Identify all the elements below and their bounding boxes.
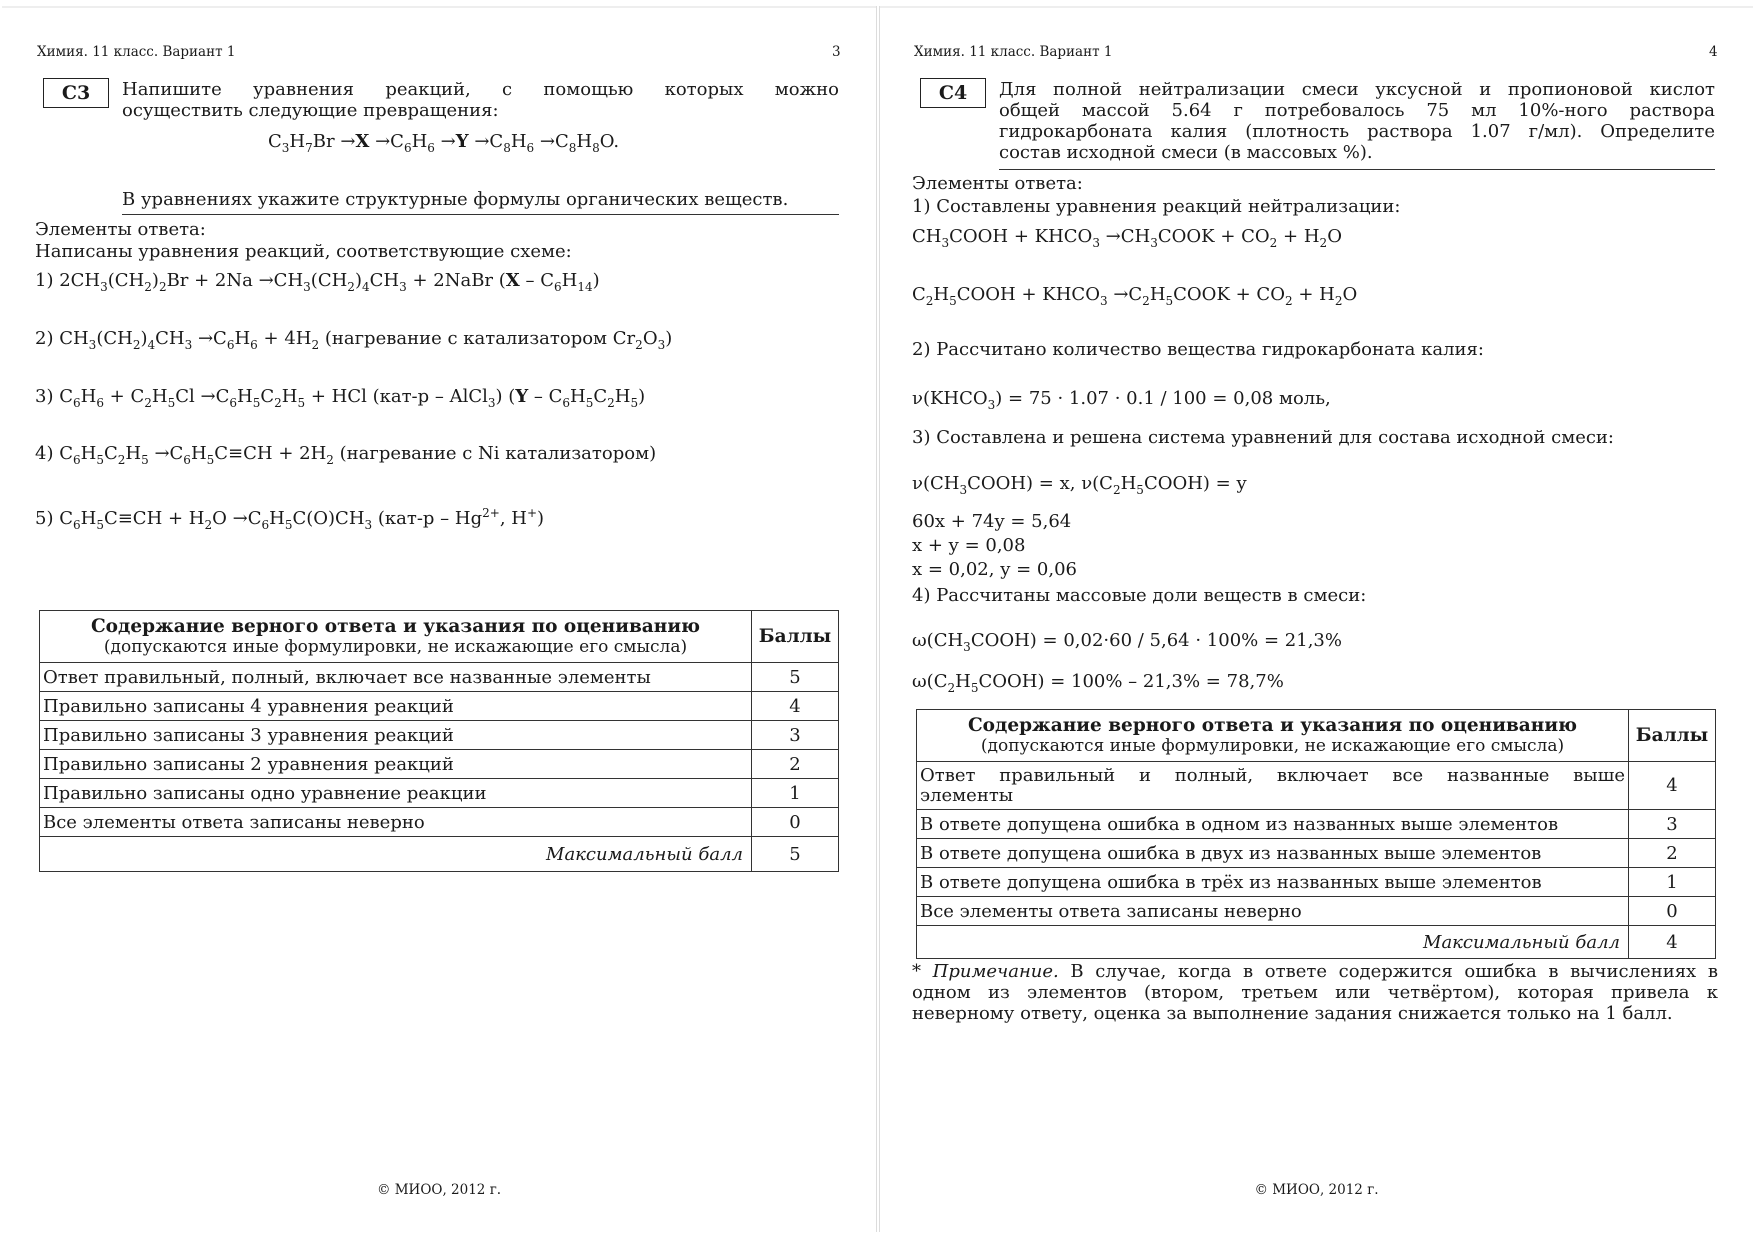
eq-sub: 6 [72,396,81,410]
eq-part: H [281,386,298,407]
grading-table [916,709,1716,959]
eq-part: H [570,386,586,407]
eq-part: ) = 75 · 1.07 · 0.1 / 100 = 0,08 моль, [995,388,1331,409]
row-score: 3 [1629,810,1716,839]
eq-part: (CH [107,270,145,291]
scheme-part: →C [369,131,404,152]
eq-sub: 2 [144,396,152,410]
eq-sub: 2 [117,453,126,467]
header-bold: Содержание верного ответа и указания по оцениванию [967,714,1578,736]
page-footer: © МИОО, 2012 г. [376,1182,502,1198]
eq-part: ω(CH [912,630,964,651]
eq-sub: 5 [970,681,979,695]
divider [999,169,1715,170]
eq-part: H [80,386,97,407]
row-text: Правильно записаны 2 уравнения реакций [40,750,752,779]
eq-sub: 4 [147,338,156,352]
equation-2 [35,328,673,352]
mass-fraction-1 [912,630,1342,654]
eq-sub: 2 [274,396,282,410]
eq-part: CH [912,226,942,247]
eq-sub: 6 [183,453,191,467]
equation-5 [35,506,545,532]
eq-sub: 2 [1269,236,1278,250]
eq-sub: 3 [959,483,968,497]
scheme-part: H [576,131,593,152]
eq-sub: 5 [949,294,957,308]
page-footer: © МИОО, 2012 г. [1254,1182,1379,1198]
page-header: Химия. 11 класс. Вариант 1 [37,44,236,60]
row-text: Все элементы ответа записаны неверно [917,897,1629,926]
instruction-text: В уравнениях укажите структурные формулы органических веществ. [122,189,789,210]
eq-part: H [234,328,251,349]
row-text: В ответе допущена ошибка в двух из названных выше элементов [917,839,1629,868]
eq-part: + H [1292,284,1335,305]
scheme-part: H [510,131,527,152]
task-text-line4: состав исходной смеси (в массовых %). [999,142,1373,163]
step-3: 3) Составлена и решена система уравнений для состава исходной смеси: [912,427,1614,448]
eq-sub: 6 [96,396,104,410]
table-header-row [40,611,839,663]
eq-part: (нагревание с катализатором Cr [319,328,636,349]
eq-sub: 2 [925,294,934,308]
eq-sub: 14 [577,280,593,294]
page-number: 4 [1709,44,1718,60]
eq-part: COOK + CO [1157,226,1270,247]
eq-sub: 3 [657,338,666,352]
eq-part: H [190,443,207,464]
eq-sub: 6 [72,518,81,532]
eq-sub: 2 [1334,294,1343,308]
eq-part: 3) C [35,386,73,407]
eq-sub: 2 [1142,294,1150,308]
eq-sub: 2 [132,338,141,352]
eq-sub: 2 [635,338,643,352]
eq-sub: 6 [229,396,237,410]
eq-part: 5) C [35,508,73,529]
eq-sub: 5 [252,396,261,410]
scheme-part: H [411,131,428,152]
eq-sub: 2 [1284,294,1293,308]
note-text: В случае, когда в ответе содержится ошибка в вычислениях в [1070,961,1718,982]
task-text-line2: осуществить следующие превращения: [122,100,499,121]
table-row [917,839,1716,868]
eq-part: C [593,386,608,407]
eq-sub: 3 [941,236,950,250]
eq-sub: 2 [204,518,213,532]
eq-part: H [125,443,142,464]
grading-table [39,610,839,872]
eq-sub: 5 [167,396,176,410]
row-score: 2 [752,750,839,779]
eq-sub: 2 [1112,483,1121,497]
task-text-line2: общей массой 5.64 г потребовалось 75 мл 10%-ного раствора [999,100,1715,121]
table-row [40,750,839,779]
row-text-line1: Ответ правильный и полный, включает все названные выше [920,764,1625,786]
eq-sub: 3 [100,280,108,294]
eq-sub: 2 [144,280,152,294]
eq-sub: 5 [630,396,639,410]
left-page [2,6,877,1232]
neutralization-eq-2 [912,284,1358,308]
eq-sub: 3 [1092,236,1100,250]
eq-part: H [151,386,168,407]
eq-sub: 4 [361,280,370,294]
max-score: 4 [1629,926,1716,959]
eq-bold: Y [515,386,529,407]
row-score: 4 [1629,762,1716,810]
eq-part: Cl →C [175,386,230,407]
eq-part: 1) 2CH [35,270,101,291]
row-score: 1 [752,779,839,808]
neutralization-eq-1 [912,226,1342,250]
eq-part: (нагревание с Ni катализатором) [333,443,657,464]
eq-sub: 3 [399,280,407,294]
scheme-sub: 6 [526,141,535,155]
eq-part: ) [665,328,673,349]
eq-sub: 2 [947,681,956,695]
row-text-line2: элементы [920,784,1014,806]
eq-part: O [642,328,658,349]
eq-part: H [1149,284,1166,305]
header-small: (допускаются иные формулировки, не искажающие его смысла) [980,735,1565,756]
row-score: 4 [752,692,839,721]
eq-sub: 3 [303,280,311,294]
table-row [40,721,839,750]
eq-part: ω(C [912,671,948,692]
eq-part: C≡CH + H [103,508,205,529]
eq-sub: 6 [553,280,562,294]
eq-part: H [955,671,971,692]
eq-part: H [933,284,950,305]
elements-title: Элементы ответа: [912,173,1083,194]
eq-sub: 6 [226,338,235,352]
eq-sub: 6 [562,396,571,410]
eq-part: ν(KHCO [912,388,988,409]
scheme-sub: 8 [568,141,577,155]
eq-sub: 5 [585,396,594,410]
eq-sub: 2 [311,338,320,352]
eq-part: O →C [212,508,262,529]
row-text: Ответ правильный, полный, включает все названные элементы [40,663,752,692]
eq-sub: 5 [1165,294,1174,308]
scheme-sub: 6 [403,141,412,155]
scheme-part: C [268,131,282,152]
eq-part: (CH [96,328,133,349]
eq-part: C [260,386,275,407]
eq-part: COOH + KHCO [949,226,1093,247]
eq-part: C≡CH + 2H [214,443,327,464]
eq-part: ν(CH [912,473,960,494]
nu-khco3 [912,388,1331,412]
eq-part: + C [103,386,145,407]
eq-part: (кат-р – Hg [372,508,483,529]
page-header: Химия. 11 класс. Вариант 1 [914,44,1113,60]
eq-sup: 2+ [482,506,500,520]
table-max-row [40,837,839,872]
task-label: С3 [43,78,109,108]
eq-part: + HCl (кат-р – AlCl [305,386,488,407]
max-label: Максимальный балл [917,926,1629,959]
row-text: В ответе допущена ошибка в трёх из названных выше элементов [917,868,1629,897]
eq-sub: 3 [184,338,193,352]
row-score: 0 [752,808,839,837]
eq-sub: 3 [88,338,97,352]
equation-4 [35,443,657,467]
eq-part: 4) C [35,443,73,464]
eq-sub: 5 [297,396,306,410]
eq-part: →C [192,328,227,349]
eq-part: ) ( [495,386,516,407]
eq-sub: 3 [963,640,971,654]
eq-part: COOH) = x, ν(C [967,473,1113,494]
table-header-row [917,710,1716,762]
eq-part: + 4H [257,328,312,349]
table-row [917,810,1716,839]
row-score: 0 [1629,897,1716,926]
eq-part: H [561,270,578,291]
table-row [40,779,839,808]
table-header-content [917,710,1629,762]
scheme-sub: 6 [427,141,435,155]
eq-sub: 5 [284,518,293,532]
scheme-sub: 8 [592,141,600,155]
eq-part: COOH + KHCO [956,284,1100,305]
eq-part: – C [519,270,554,291]
eq-part: ) [151,270,159,291]
note-prefix: * Примечание. [912,961,1059,982]
eq-part: – C [528,386,563,407]
equation-1 [35,270,600,294]
scheme-part: Br → [312,131,356,152]
scheme-part: →C [468,131,504,152]
eq-sub: 2 [158,280,167,294]
divider [122,214,839,215]
task-text-line3: гидрокарбоната калия (плотность раствора 1.07 г/мл). Определите [999,121,1715,142]
scheme-y: Y [455,131,469,152]
eq-part: + 2NaBr ( [406,270,506,291]
equation-3 [35,386,646,410]
scheme-sub: 3 [281,141,290,155]
eq-part: ) [140,328,148,349]
eq-sub: 6 [72,453,81,467]
table-row [40,808,839,837]
table-header-score: Баллы [752,611,839,663]
table-row [40,663,839,692]
eq-part: →CH [1099,226,1151,247]
eq-sub: 3 [1099,294,1108,308]
eq-part: C [103,443,118,464]
row-text: Правильно записаны 4 уравнения реакций [40,692,752,721]
eq-part: C(O)CH [292,508,365,529]
mass-fraction-2 [912,671,1284,695]
eq-bold: X [505,270,520,291]
eq-sub: 2 [607,396,615,410]
eq-part: , H [499,508,527,529]
eq-sup: + [526,506,538,520]
table-header-content [40,611,752,663]
row-text [917,762,1629,810]
note-line3: неверному ответу, оценка за выполнение задания снижается только на 1 балл. [912,1003,1673,1024]
table-row [40,692,839,721]
eq-part: + H [1277,226,1320,247]
eq-sub: 6 [261,518,270,532]
eq-sub: 3 [487,396,496,410]
scheme-part: →C [534,131,569,152]
right-page [879,6,1753,1232]
header-bold: Содержание верного ответа и указания по оцениванию [90,615,701,637]
eq-sub: 5 [96,453,104,467]
header-small: (допускаются иные формулировки, не искажающие его смысла) [103,636,688,657]
row-score: 3 [752,721,839,750]
row-score: 1 [1629,868,1716,897]
row-text: В ответе допущена ошибка в одном из названных выше элементов [917,810,1629,839]
eq-part: CH [369,270,400,291]
eq-part: H [269,508,285,529]
eq-part: O [1342,284,1358,305]
max-label: Максимальный балл [40,837,752,872]
transformation-scheme [268,131,620,155]
eq-sub: 3 [1150,236,1158,250]
eq-part: ) [354,270,362,291]
eq-sub: 6 [250,338,258,352]
note-line1 [912,961,1718,982]
eq-part: H [614,386,631,407]
system-eq-2: x + y = 0,08 [912,535,1026,556]
task-label: С4 [920,78,986,108]
eq-part: COOH) = 100% – 21,3% = 78,7% [978,671,1284,692]
eq-sub: 3 [987,398,996,412]
table-header-score: Баллы [1629,710,1716,762]
scheme-part: → [434,131,456,152]
written-line: Написаны уравнения реакций, соответствующие схеме: [35,241,572,262]
eq-sub: 2 [347,280,355,294]
system-solution: x = 0,02, y = 0,06 [912,559,1077,580]
eq-part: Br + 2Na →CH [166,270,304,291]
page-number: 3 [832,44,841,60]
elements-title: Элементы ответа: [35,219,206,240]
eq-part: COOH) = 0,02·60 / 5,64 · 100% = 21,3% [970,630,1342,651]
eq-sub: 2 [326,453,334,467]
eq-sub: 5 [141,453,149,467]
row-text: Правильно записаны 3 уравнения реакций [40,721,752,750]
scheme-x: X [355,131,370,152]
eq-part: CH [155,328,185,349]
step-2: 2) Рассчитано количество вещества гидрокарбоната калия: [912,339,1484,360]
eq-part: →C [148,443,184,464]
eq-part: H [80,508,97,529]
row-score: 2 [1629,839,1716,868]
eq-part: COOK + CO [1173,284,1285,305]
eq-part: O [1327,226,1342,247]
step-4: 4) Рассчитаны массовые доли веществ в смеси: [912,585,1367,606]
eq-part: H [237,386,253,407]
eq-part: COOH) = y [1143,473,1247,494]
scheme-sub: 7 [305,141,313,155]
table-row [917,762,1716,810]
scheme-sub: 8 [503,141,511,155]
eq-sub: 2 [1319,236,1328,250]
eq-part: H [80,443,97,464]
eq-part: →C [1107,284,1143,305]
system-eq-1: 60x + 74y = 5,64 [912,511,1072,532]
table-row [917,868,1716,897]
eq-part: ) [638,386,646,407]
table-row [917,897,1716,926]
task-text-line1: Для полной нейтрализации смеси уксусной и пропионовой кислот [999,79,1715,100]
eq-sub: 3 [364,518,373,532]
table-max-row [917,926,1716,959]
eq-part: (CH [310,270,348,291]
task-text-line1: Напишите уравнения реакций, с помощью которых можно [122,79,839,100]
eq-part: H [1120,473,1137,494]
row-text: Все элементы ответа записаны неверно [40,808,752,837]
scheme-part: O. [599,131,620,152]
row-score: 5 [752,663,839,692]
variables-line [912,473,1247,497]
eq-part: 2) CH [35,328,89,349]
eq-part: ) [592,270,600,291]
step-1: 1) Составлены уравнения реакций нейтрализации: [912,196,1401,217]
scheme-part: H [289,131,306,152]
max-score: 5 [752,837,839,872]
eq-part: C [912,284,926,305]
eq-part: ) [537,508,545,529]
note-line2: одном из элементов (втором, третьем или четвёртом), которая привела к [912,982,1718,1003]
row-text: Правильно записаны одно уравнение реакции [40,779,752,808]
eq-sub: 5 [1136,483,1144,497]
eq-sub: 5 [206,453,215,467]
eq-sub: 5 [96,518,104,532]
